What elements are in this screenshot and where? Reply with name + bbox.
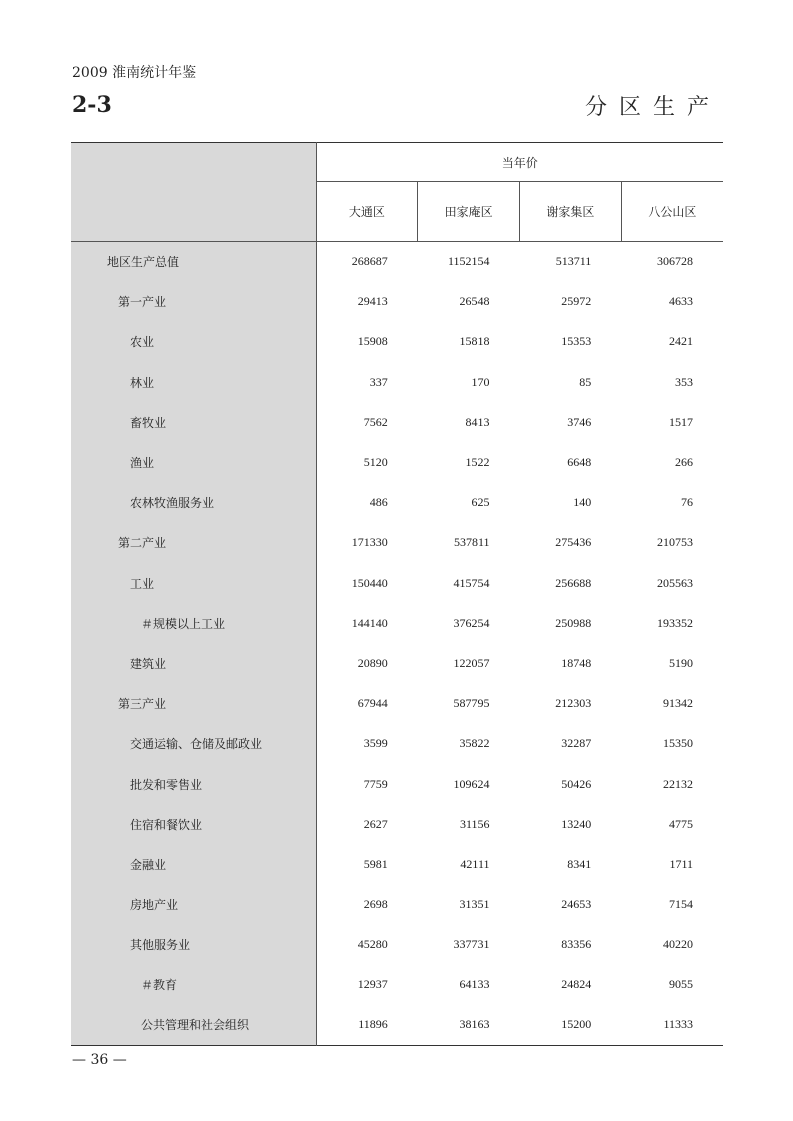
table-cell: 353 (675, 374, 694, 389)
table-cell: 15200 (561, 1017, 592, 1032)
table-cell: 83356 (561, 937, 592, 952)
table-cell: 1522 (465, 455, 490, 470)
table-row (71, 643, 723, 683)
table-cell: 9055 (669, 977, 694, 992)
table-cell: 11333 (663, 1017, 694, 1032)
section-title: 分区生产 (584, 95, 721, 120)
table-cell: 5120 (363, 455, 388, 470)
table-cell: 24824 (561, 977, 592, 992)
table-cell: 7759 (363, 776, 388, 791)
table-cell: 250988 (555, 615, 592, 630)
table-cell: 337731 (453, 937, 490, 952)
table-row (71, 242, 723, 282)
table-cell: 15350 (663, 736, 694, 751)
table-cell: 31156 (459, 816, 490, 831)
row-label: 金融业 (71, 844, 316, 884)
table-cell: 625 (471, 495, 490, 510)
table-cell: 7562 (363, 414, 388, 429)
table-cell: 40220 (663, 937, 694, 952)
table-cell: 212303 (555, 696, 592, 711)
table-row (71, 603, 723, 643)
column-header: 田家庵区 (418, 182, 520, 242)
row-label: 建筑业 (71, 643, 316, 683)
table-cell: 171330 (351, 535, 388, 550)
table-row (71, 684, 723, 724)
table-body (71, 242, 723, 1046)
book-title: 2009 淮南统计年鉴 (72, 65, 197, 81)
table-cell: 11896 (358, 1017, 388, 1032)
table-cell: 2698 (363, 897, 388, 912)
table-cell: 4775 (669, 816, 694, 831)
table-cell: 32287 (561, 736, 592, 751)
table-cell: 144140 (351, 615, 388, 630)
table-cell: 1517 (669, 414, 694, 429)
table-cell: 205563 (657, 575, 694, 590)
table-row (71, 362, 723, 402)
row-label: 畜牧业 (71, 402, 316, 442)
row-label: 第一产业 (71, 282, 316, 322)
column-header: 大通区 (316, 182, 418, 242)
table-cell: 15353 (561, 334, 592, 349)
table-row (71, 483, 723, 523)
table-cell: 24653 (561, 897, 592, 912)
table-cell: 513711 (555, 254, 592, 269)
price-group-header: 当年价 (316, 143, 723, 182)
table-cell: 38163 (459, 1017, 490, 1032)
table-cell: 13240 (561, 816, 592, 831)
table-row (71, 523, 723, 563)
table-cell: 170 (471, 374, 490, 389)
table-cell: 15908 (357, 334, 388, 349)
data-table (71, 142, 723, 1046)
table-cell: 193352 (657, 615, 694, 630)
table-cell: 122057 (453, 655, 490, 670)
table-cell: 486 (369, 495, 388, 510)
table-cell: 15818 (459, 334, 490, 349)
table-cell: 18748 (561, 655, 592, 670)
section-number: 2-3 (72, 92, 112, 118)
row-label: 林业 (71, 362, 316, 402)
table-cell: 306728 (657, 254, 694, 269)
row-label: 房地产业 (71, 885, 316, 925)
table-row (71, 1005, 723, 1045)
table-cell: 25972 (561, 294, 592, 309)
table-row (71, 563, 723, 603)
table-row (71, 804, 723, 844)
table-cell: 210753 (657, 535, 694, 550)
table-row (71, 844, 723, 884)
table-cell: 64133 (459, 977, 490, 992)
page-number: — 36 — (72, 1052, 127, 1068)
table-cell: 109624 (453, 776, 490, 791)
row-label: ＃教育 (71, 965, 316, 1005)
table-cell: 76 (681, 495, 694, 510)
row-label: ＃规模以上工业 (71, 603, 316, 643)
table-cell: 4633 (669, 294, 694, 309)
table-row (71, 322, 723, 362)
table-cell: 91342 (663, 696, 694, 711)
row-label: 地区生产总值 (71, 242, 316, 282)
row-label: 工业 (71, 563, 316, 603)
table-cell: 3746 (567, 414, 592, 429)
table-cell: 587795 (453, 696, 490, 711)
table-cell: 3599 (363, 736, 388, 751)
table-cell: 5981 (363, 856, 388, 871)
table-cell: 8341 (567, 856, 592, 871)
table-cell: 537811 (453, 535, 490, 550)
table-cell: 256688 (555, 575, 592, 590)
column-header: 八公山区 (621, 182, 723, 242)
table-cell: 35822 (459, 736, 490, 751)
table-row (71, 282, 723, 322)
table-row (71, 764, 723, 804)
column-header: 谢家集区 (520, 182, 622, 242)
table-cell: 45280 (357, 937, 388, 952)
table-cell: 150440 (351, 575, 388, 590)
row-label: 第三产业 (71, 684, 316, 724)
table-cell: 376254 (453, 615, 490, 630)
table-cell: 42111 (460, 856, 490, 871)
table-cell: 2421 (669, 334, 694, 349)
table-cell: 29413 (357, 294, 388, 309)
table-cell: 2627 (363, 816, 388, 831)
table-cell: 31351 (459, 897, 490, 912)
table-cell: 5190 (669, 655, 694, 670)
row-label: 第二产业 (71, 523, 316, 563)
table-cell: 26548 (459, 294, 490, 309)
table-cell: 12937 (357, 977, 388, 992)
table-cell: 67944 (357, 696, 388, 711)
row-label: 批发和零售业 (71, 764, 316, 804)
table-row (71, 965, 723, 1005)
row-label: 住宿和餐饮业 (71, 804, 316, 844)
table-cell: 1152154 (447, 254, 490, 269)
table-cell: 6648 (567, 455, 592, 470)
row-label: 渔业 (71, 442, 316, 482)
table-row (71, 402, 723, 442)
row-label: 公共管理和社会组织 (71, 1005, 316, 1045)
table-cell: 415754 (453, 575, 490, 590)
table-cell: 266 (675, 455, 694, 470)
table-cell: 85 (579, 374, 592, 389)
table-cell: 20890 (357, 655, 388, 670)
table-cell: 7154 (669, 897, 694, 912)
table-row (71, 724, 723, 764)
table-cell: 22132 (663, 776, 694, 791)
row-label: 农业 (71, 322, 316, 362)
table-cell: 275436 (555, 535, 592, 550)
row-label-header (71, 143, 316, 242)
table-row (71, 442, 723, 482)
row-label: 农林牧渔服务业 (71, 483, 316, 523)
table-row (71, 925, 723, 965)
table-cell: 140 (573, 495, 592, 510)
row-label: 其他服务业 (71, 925, 316, 965)
table-cell: 337 (369, 374, 388, 389)
table-cell: 268687 (351, 254, 388, 269)
table-row (71, 885, 723, 925)
table-cell: 1711 (669, 856, 694, 871)
row-label: 交通运输、仓储及邮政业 (71, 724, 316, 764)
table-cell: 50426 (561, 776, 592, 791)
table-cell: 8413 (465, 414, 490, 429)
